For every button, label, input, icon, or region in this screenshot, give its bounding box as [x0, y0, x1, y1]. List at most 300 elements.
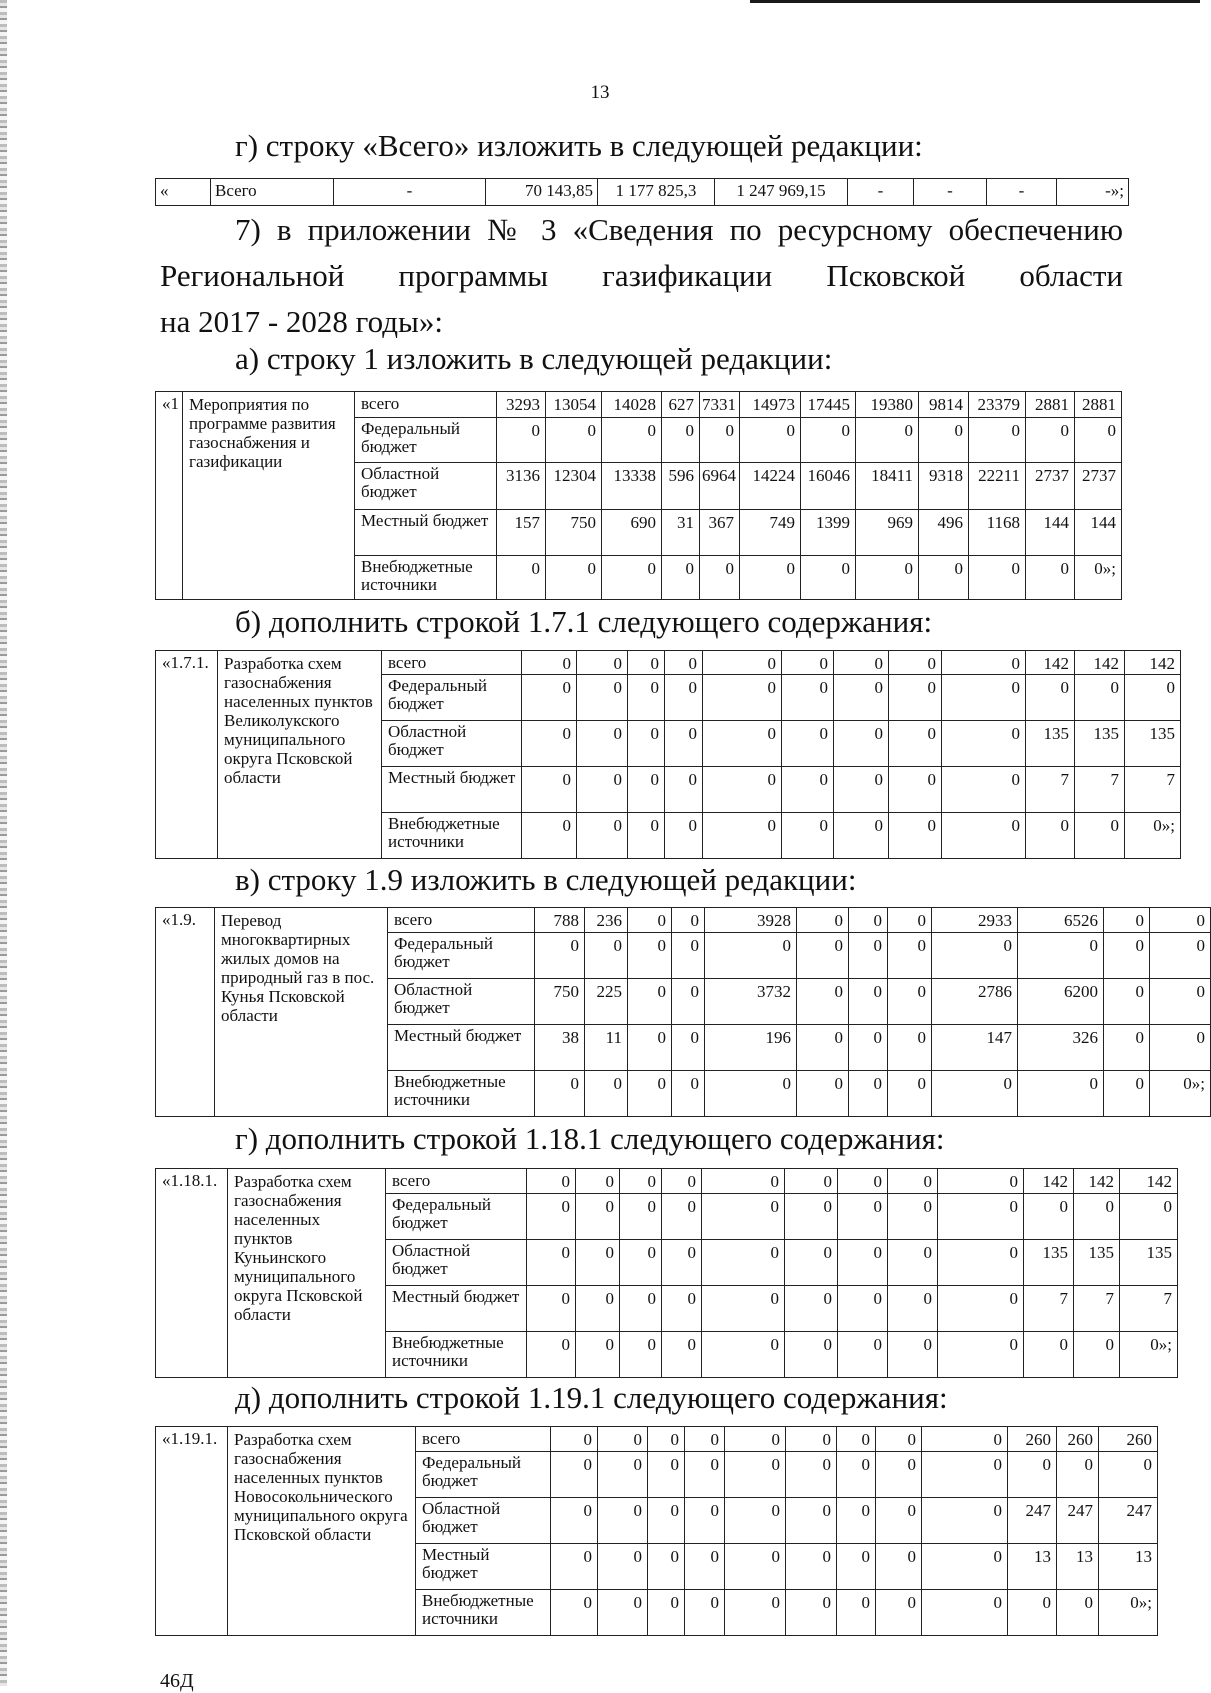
- amount-cell: 0: [598, 1590, 648, 1636]
- amount-cell: 0: [648, 1452, 685, 1498]
- amount-cell: 0: [876, 1544, 922, 1590]
- amount-cell: 0: [662, 1240, 702, 1286]
- funding-source-label: Областной бюджет: [355, 463, 497, 510]
- amount-cell: 0: [849, 1025, 888, 1071]
- amount-cell: 0: [922, 1544, 1008, 1590]
- amount-cell: 0: [672, 933, 705, 979]
- totals-cell: -: [987, 179, 1057, 206]
- amount-cell: 0: [551, 1427, 598, 1452]
- funding-source-label: Федеральный бюджет: [355, 418, 497, 463]
- amount-cell: 0»;: [1120, 1332, 1178, 1378]
- amount-cell: 7: [1075, 767, 1125, 813]
- amount-cell: 0: [1150, 908, 1211, 933]
- amount-cell: 135: [1024, 1240, 1074, 1286]
- amount-cell: 0: [888, 1194, 938, 1240]
- amount-cell: 0: [700, 556, 740, 600]
- scan-edge-artifact: [0, 0, 7, 1686]
- amount-cell: 0: [1018, 1071, 1104, 1117]
- amount-cell: 0: [922, 1590, 1008, 1636]
- amount-cell: 142: [1125, 651, 1181, 675]
- amount-cell: 0: [725, 1590, 786, 1636]
- item7-line-3: на 2017 - 2028 годы»:: [160, 304, 443, 339]
- funding-source-label: Федеральный бюджет: [388, 933, 535, 979]
- amount-cell: 19380: [856, 392, 919, 418]
- amount-cell: 0: [497, 556, 546, 600]
- amount-cell: 2786: [932, 979, 1018, 1025]
- funding-source-label: всего: [386, 1169, 527, 1194]
- amount-cell: 0: [672, 908, 705, 933]
- heading-d-row-1-19-1: д) дополнить строкой 1.19.1 следующего содержания:: [235, 1380, 948, 1415]
- budget-table: [155, 1426, 1158, 1636]
- amount-cell: 0: [702, 1332, 785, 1378]
- amount-cell: 144: [1075, 510, 1122, 556]
- amount-cell: 0: [665, 767, 703, 813]
- amount-cell: 0: [1104, 908, 1150, 933]
- amount-cell: 0: [703, 721, 782, 767]
- amount-cell: 0: [702, 1286, 785, 1332]
- amount-cell: 142: [1075, 651, 1125, 675]
- amount-cell: 0: [685, 1498, 725, 1544]
- amount-cell: 1399: [801, 510, 856, 556]
- amount-cell: 0: [648, 1544, 685, 1590]
- amount-cell: 367: [700, 510, 740, 556]
- funding-source-label: всего: [382, 651, 522, 675]
- heading-b-row-1-7-1: б) дополнить строкой 1.7.1 следующего содержания:: [235, 604, 933, 639]
- amount-cell: 247: [1099, 1498, 1158, 1544]
- amount-cell: 0: [834, 767, 889, 813]
- amount-cell: 0: [785, 1286, 838, 1332]
- amount-cell: 135: [1074, 1240, 1120, 1286]
- totals-cell: -: [914, 179, 987, 206]
- amount-cell: 0: [535, 933, 585, 979]
- amount-cell: 0: [497, 418, 546, 463]
- activity-name: Мероприятия по программе развития газоснабжения и газификации: [183, 392, 355, 600]
- amount-cell: 0: [889, 767, 942, 813]
- amount-cell: 0: [1026, 556, 1075, 600]
- heading-a-row-1: а) строку 1 изложить в следующей редакции:: [235, 341, 833, 376]
- amount-cell: 0: [628, 721, 665, 767]
- totals-cell: -: [848, 179, 914, 206]
- amount-cell: 38: [535, 1025, 585, 1071]
- amount-cell: 135: [1125, 721, 1181, 767]
- budget-row-total: [156, 1427, 1158, 1452]
- amount-cell: 750: [535, 979, 585, 1025]
- amount-cell: 0: [725, 1498, 786, 1544]
- amount-cell: 496: [919, 510, 969, 556]
- amount-cell: 6526: [1018, 908, 1104, 933]
- amount-cell: 0: [522, 651, 577, 675]
- amount-cell: 13338: [602, 463, 662, 510]
- amount-cell: 0: [938, 1286, 1024, 1332]
- totals-cell: 1 247 969,15: [715, 179, 848, 206]
- amount-cell: 147: [932, 1025, 1018, 1071]
- amount-cell: 0: [888, 1071, 932, 1117]
- funding-source-label: Областной бюджет: [416, 1498, 551, 1544]
- amount-cell: 22211: [969, 463, 1026, 510]
- amount-cell: 0: [888, 1169, 938, 1194]
- amount-cell: 14028: [602, 392, 662, 418]
- amount-cell: 0: [665, 651, 703, 675]
- amount-cell: 260: [1057, 1427, 1099, 1452]
- amount-cell: 0: [648, 1590, 685, 1636]
- amount-cell: 7: [1024, 1286, 1074, 1332]
- amount-cell: 0: [1026, 418, 1075, 463]
- amount-cell: 0: [577, 721, 628, 767]
- amount-cell: 0: [782, 675, 834, 721]
- amount-cell: 2933: [932, 908, 1018, 933]
- amount-cell: 0: [856, 418, 919, 463]
- amount-cell: 0: [577, 813, 628, 859]
- amount-cell: 2737: [1026, 463, 1075, 510]
- amount-cell: 0: [648, 1427, 685, 1452]
- totals-open-quote: «: [156, 179, 211, 206]
- amount-cell: 0: [1125, 675, 1181, 721]
- amount-cell: 142: [1120, 1169, 1178, 1194]
- amount-cell: 0: [786, 1498, 837, 1544]
- funding-source-label: Внебюджетные источники: [355, 556, 497, 600]
- amount-cell: 0: [922, 1498, 1008, 1544]
- amount-cell: 0: [662, 1332, 702, 1378]
- amount-cell: 13: [1099, 1544, 1158, 1590]
- amount-cell: 0: [522, 675, 577, 721]
- funding-source-label: Внебюджетные источники: [388, 1071, 535, 1117]
- amount-cell: 7: [1120, 1286, 1178, 1332]
- amount-cell: 0: [834, 651, 889, 675]
- amount-cell: 0: [801, 418, 856, 463]
- amount-cell: 2881: [1075, 392, 1122, 418]
- amount-cell: 0: [740, 418, 801, 463]
- amount-cell: 0: [620, 1194, 662, 1240]
- amount-cell: 260: [1099, 1427, 1158, 1452]
- amount-cell: 142: [1026, 651, 1075, 675]
- activity-name: Разработка схем газоснабжения населенных пунктов Новосокольнического муниципального округа Псковской области: [228, 1427, 416, 1636]
- amount-cell: 0: [888, 1240, 938, 1286]
- amount-cell: 0: [700, 418, 740, 463]
- amount-cell: 0: [785, 1240, 838, 1286]
- amount-cell: 0: [919, 556, 969, 600]
- amount-cell: 0: [628, 651, 665, 675]
- amount-cell: 596: [662, 463, 700, 510]
- amount-cell: 0: [576, 1169, 620, 1194]
- amount-cell: 0: [1024, 1332, 1074, 1378]
- amount-cell: 0: [889, 721, 942, 767]
- amount-cell: 0»;: [1075, 556, 1122, 600]
- amount-cell: 0: [838, 1169, 888, 1194]
- amount-cell: 0: [932, 1071, 1018, 1117]
- budget-table: [155, 1168, 1178, 1378]
- amount-cell: 0: [577, 651, 628, 675]
- amount-cell: 0: [876, 1427, 922, 1452]
- amount-cell: 0: [1008, 1452, 1057, 1498]
- amount-cell: 0: [662, 1169, 702, 1194]
- amount-cell: 0: [888, 908, 932, 933]
- amount-cell: 0: [685, 1427, 725, 1452]
- amount-cell: 0: [1104, 1071, 1150, 1117]
- amount-cell: 0: [705, 1071, 797, 1117]
- totals-cell: -»;: [1057, 179, 1129, 206]
- funding-source-label: Федеральный бюджет: [386, 1194, 527, 1240]
- amount-cell: 0: [782, 767, 834, 813]
- amount-cell: 0: [535, 1071, 585, 1117]
- amount-cell: 0»;: [1150, 1071, 1211, 1117]
- budget-row-total: [156, 392, 1122, 418]
- amount-cell: 0: [938, 1194, 1024, 1240]
- amount-cell: 0: [888, 979, 932, 1025]
- amount-cell: 0: [527, 1194, 576, 1240]
- amount-cell: 0: [598, 1427, 648, 1452]
- amount-cell: 0: [782, 813, 834, 859]
- amount-cell: 0: [786, 1452, 837, 1498]
- amount-cell: 0: [782, 651, 834, 675]
- funding-source-label: Областной бюджет: [382, 721, 522, 767]
- amount-cell: 2881: [1026, 392, 1075, 418]
- amount-cell: 7: [1026, 767, 1075, 813]
- amount-cell: 0: [672, 1071, 705, 1117]
- row-number: «1.9.: [156, 908, 215, 1117]
- amount-cell: 0: [942, 813, 1026, 859]
- amount-cell: 7331: [700, 392, 740, 418]
- amount-cell: 260: [1008, 1427, 1057, 1452]
- amount-cell: 749: [740, 510, 801, 556]
- amount-cell: 0: [648, 1498, 685, 1544]
- amount-cell: 690: [602, 510, 662, 556]
- amount-cell: 0: [849, 908, 888, 933]
- amount-cell: 6200: [1018, 979, 1104, 1025]
- amount-cell: 0: [837, 1427, 876, 1452]
- amount-cell: 0: [801, 556, 856, 600]
- amount-cell: 0: [522, 721, 577, 767]
- amount-cell: 236: [585, 908, 628, 933]
- amount-cell: 0: [551, 1590, 598, 1636]
- amount-cell: 3136: [497, 463, 546, 510]
- amount-cell: 0: [527, 1286, 576, 1332]
- funding-source-label: Областной бюджет: [388, 979, 535, 1025]
- amount-cell: 16046: [801, 463, 856, 510]
- amount-cell: 0: [942, 767, 1026, 813]
- amount-cell: 0: [834, 813, 889, 859]
- budget-table: [155, 907, 1211, 1117]
- amount-cell: 0: [685, 1590, 725, 1636]
- amount-cell: 0: [577, 675, 628, 721]
- row-number: «1.19.1.: [156, 1427, 228, 1636]
- funding-source-label: всего: [388, 908, 535, 933]
- totals-cell: 1 177 825,3: [598, 179, 715, 206]
- amount-cell: 14224: [740, 463, 801, 510]
- amount-cell: 0: [551, 1452, 598, 1498]
- totals-label: Всего: [211, 179, 334, 206]
- amount-cell: 0: [628, 1025, 672, 1071]
- amount-cell: 135: [1120, 1240, 1178, 1286]
- amount-cell: 14973: [740, 392, 801, 418]
- amount-cell: 247: [1057, 1498, 1099, 1544]
- amount-cell: 0: [785, 1332, 838, 1378]
- amount-cell: 7: [1125, 767, 1181, 813]
- amount-cell: 0: [576, 1332, 620, 1378]
- amount-cell: 0: [672, 979, 705, 1025]
- amount-cell: 0: [628, 675, 665, 721]
- amount-cell: 9814: [919, 392, 969, 418]
- amount-cell: 0: [662, 1286, 702, 1332]
- amount-cell: 0: [1150, 1025, 1211, 1071]
- amount-cell: 0: [685, 1544, 725, 1590]
- totals-cell: 70 143,85: [486, 179, 598, 206]
- amount-cell: 0: [665, 721, 703, 767]
- amount-cell: 0: [1026, 675, 1075, 721]
- amount-cell: 0: [1018, 933, 1104, 979]
- amount-cell: 0: [889, 675, 942, 721]
- amount-cell: 0: [786, 1544, 837, 1590]
- amount-cell: 0: [938, 1169, 1024, 1194]
- amount-cell: 135: [1026, 721, 1075, 767]
- totals-table: [155, 178, 1129, 206]
- amount-cell: 0: [1074, 1194, 1120, 1240]
- scan-top-edge-line: [750, 0, 1200, 3]
- amount-cell: 0: [942, 651, 1026, 675]
- amount-cell: 0: [602, 556, 662, 600]
- funding-source-label: Областной бюджет: [386, 1240, 527, 1286]
- amount-cell: 0: [888, 1025, 932, 1071]
- amount-cell: 0: [834, 675, 889, 721]
- funding-source-label: Внебюджетные источники: [416, 1590, 551, 1636]
- amount-cell: 0: [797, 908, 849, 933]
- amount-cell: 0: [1104, 1025, 1150, 1071]
- funding-source-label: Внебюджетные источники: [382, 813, 522, 859]
- amount-cell: 0: [620, 1240, 662, 1286]
- amount-cell: 0: [551, 1498, 598, 1544]
- heading-g-row-1-18-1: г) дополнить строкой 1.18.1 следующего содержания:: [235, 1121, 945, 1156]
- amount-cell: 0: [888, 933, 932, 979]
- amount-cell: 7: [1074, 1286, 1120, 1332]
- amount-cell: 0: [888, 1286, 938, 1332]
- amount-cell: 225: [585, 979, 628, 1025]
- amount-cell: 0: [919, 418, 969, 463]
- funding-source-label: Внебюджетные источники: [386, 1332, 527, 1378]
- activity-name: Перевод многоквартирных жилых домов на природный газ в пос. Кунья Псковской области: [215, 908, 388, 1117]
- amount-cell: 0: [922, 1452, 1008, 1498]
- amount-cell: 0: [932, 933, 1018, 979]
- amount-cell: 0: [665, 813, 703, 859]
- amount-cell: 0: [834, 721, 889, 767]
- funding-source-label: Местный бюджет: [388, 1025, 535, 1071]
- amount-cell: 0: [527, 1332, 576, 1378]
- amount-cell: 0: [782, 721, 834, 767]
- amount-cell: 0: [969, 556, 1026, 600]
- amount-cell: 142: [1074, 1169, 1120, 1194]
- amount-cell: 0: [672, 1025, 705, 1071]
- totals-cell: -: [334, 179, 486, 206]
- amount-cell: 0: [703, 651, 782, 675]
- amount-cell: 0: [838, 1240, 888, 1286]
- amount-cell: 0: [585, 1071, 628, 1117]
- amount-cell: 0: [620, 1332, 662, 1378]
- amount-cell: 0: [786, 1427, 837, 1452]
- amount-cell: 0: [1075, 418, 1122, 463]
- amount-cell: 0: [797, 1025, 849, 1071]
- amount-cell: 0: [702, 1169, 785, 1194]
- amount-cell: 13054: [546, 392, 602, 418]
- amount-cell: 0: [1150, 979, 1211, 1025]
- amount-cell: 135: [1075, 721, 1125, 767]
- amount-cell: 0: [888, 1332, 938, 1378]
- funding-source-label: Местный бюджет: [386, 1286, 527, 1332]
- budget-row-total: [156, 908, 1211, 933]
- amount-cell: 0: [662, 1194, 702, 1240]
- amount-cell: 0: [838, 1332, 888, 1378]
- amount-cell: 0: [876, 1498, 922, 1544]
- amount-cell: 0: [522, 813, 577, 859]
- row-number: «1.7.1.: [156, 651, 218, 859]
- funding-source-label: всего: [416, 1427, 551, 1452]
- amount-cell: 0: [797, 979, 849, 1025]
- amount-cell: 0»;: [1099, 1590, 1158, 1636]
- amount-cell: 788: [535, 908, 585, 933]
- amount-cell: 0: [942, 721, 1026, 767]
- amount-cell: 6964: [700, 463, 740, 510]
- item7-line-2: Региональной программы газификации Псковской области: [160, 258, 1123, 293]
- amount-cell: 0: [620, 1286, 662, 1332]
- amount-cell: 0: [577, 767, 628, 813]
- amount-cell: 2737: [1075, 463, 1122, 510]
- amount-cell: 18411: [856, 463, 919, 510]
- amount-cell: 0: [969, 418, 1026, 463]
- amount-cell: 0: [1074, 1332, 1120, 1378]
- amount-cell: 0: [703, 813, 782, 859]
- amount-cell: 0: [889, 813, 942, 859]
- amount-cell: 0: [598, 1452, 648, 1498]
- amount-cell: 0: [837, 1452, 876, 1498]
- amount-cell: 0: [1008, 1590, 1057, 1636]
- amount-cell: 0»;: [1125, 813, 1181, 859]
- amount-cell: 0: [786, 1590, 837, 1636]
- amount-cell: 0: [922, 1427, 1008, 1452]
- amount-cell: 17445: [801, 392, 856, 418]
- amount-cell: 0: [628, 908, 672, 933]
- amount-cell: 0: [527, 1240, 576, 1286]
- budget-row-total: [156, 651, 1181, 675]
- amount-cell: 0: [725, 1427, 786, 1452]
- amount-cell: 0: [1057, 1590, 1099, 1636]
- amount-cell: 157: [497, 510, 546, 556]
- amount-cell: 13: [1008, 1544, 1057, 1590]
- amount-cell: 0: [628, 979, 672, 1025]
- amount-cell: 0: [576, 1240, 620, 1286]
- amount-cell: 0: [1104, 979, 1150, 1025]
- amount-cell: 0: [546, 418, 602, 463]
- amount-cell: 0: [685, 1452, 725, 1498]
- amount-cell: 0: [662, 418, 700, 463]
- amount-cell: 0: [1075, 813, 1125, 859]
- amount-cell: 969: [856, 510, 919, 556]
- amount-cell: 0: [725, 1452, 786, 1498]
- amount-cell: 0: [838, 1286, 888, 1332]
- row-number: «1.18.1.: [156, 1169, 228, 1378]
- amount-cell: 0: [849, 1071, 888, 1117]
- page-number: 13: [590, 82, 610, 103]
- amount-cell: 0: [665, 675, 703, 721]
- amount-cell: 0: [628, 1071, 672, 1117]
- amount-cell: 0: [585, 933, 628, 979]
- amount-cell: 0: [576, 1194, 620, 1240]
- amount-cell: 142: [1024, 1169, 1074, 1194]
- activity-name: Разработка схем газоснабжения населенных пунктов Великолукского муниципального округа Псковской области: [218, 651, 382, 859]
- amount-cell: 1168: [969, 510, 1026, 556]
- amount-cell: 0: [628, 767, 665, 813]
- amount-cell: 144: [1026, 510, 1075, 556]
- totals-row: [156, 179, 1129, 206]
- amount-cell: 0: [740, 556, 801, 600]
- amount-cell: 0: [1120, 1194, 1178, 1240]
- amount-cell: 0: [849, 933, 888, 979]
